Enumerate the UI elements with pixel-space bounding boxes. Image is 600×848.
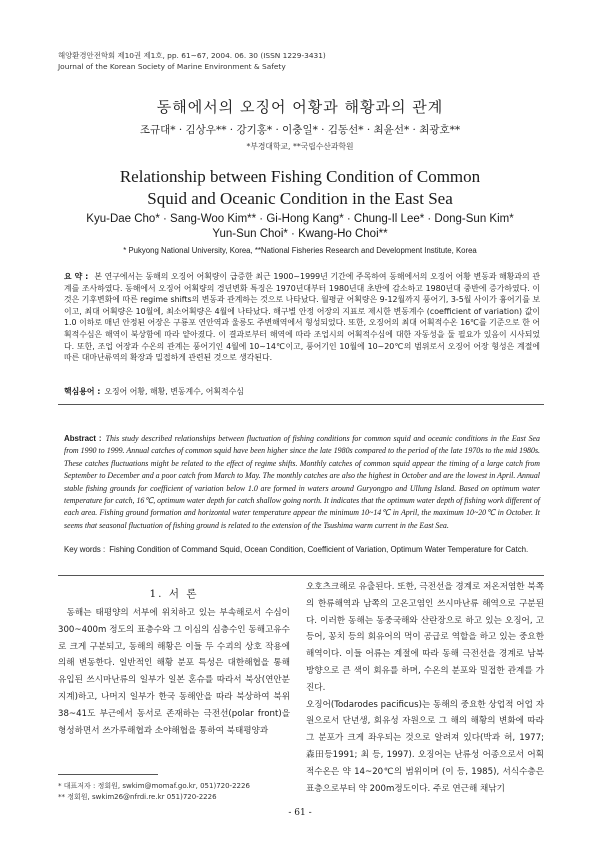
- title-korean: 동해에서의 오징어 어황과 해황과의 관계: [156, 98, 444, 116]
- authors-english-line1: Kyu-Dae Cho* · Sang-Woo Kim** · Gi-Hong Kang* · Chung-Il Lee* · Dong-Sun Kim*: [86, 213, 514, 225]
- footnote-2: ** 정회원, swkim26@nfrdi.re.kr 051)720-2226: [58, 792, 217, 801]
- journal-name: Journal of the Korean Society of Marine Environment & Safety: [58, 62, 286, 71]
- keywords-english-label: Key words :: [64, 545, 106, 554]
- abstract-korean-label: 요 약 :: [64, 272, 89, 281]
- footnote-1: * 대표저자 : 정회원, swkim@momaf.go.kr, 051)720-2226: [58, 782, 250, 790]
- body-paragraph: 오호츠크해로 유출된다. 또한, 극전선을 경계로 저온저염한 북쪽의 한류해역과 남쪽의 고온고염인 쓰시마난류 해역으로 구분된다. 이러한 동해는 동중국해와 산란장으로 하고 있는 오징어, 고등어, 꽁치 등의 회유어의 먹이 공급로 역할을 하고 있는 중요한 해역이다. 이들 어류는 계절에 따라 동해 극전선을 경계로 남북방향으로 큰 색이 회유를 하며, 수온의 분포와 밀접한 관계를 가진다. 오징어(Todarodes pacificus)는 동해의 중요한 상업적 어업 자원으로서 단년생, 회유성 자원으로 그 해의 해황의 변화에 따라 그 분포가 크게 좌우되는 것으로 알려져 있다(박과 허, 1977; 森田등1991; 최 등, 1997). 오징어는 난류성 어종으로서 어획 적수온은 약 14~20℃의 범위이며 (이 등, 1985), 서식수층은 표층으로부터 약 200m정도이다. 주로 연근해 채낚기: [306, 582, 544, 794]
- keywords-korean: [64, 386, 540, 397]
- title-english-line2: Squid and Oceanic Condition in the East Sea: [147, 189, 453, 208]
- affiliation-english: * Pukyong National University, Korea, **National Fisheries Research and Development Institute, Korea: [123, 246, 477, 255]
- body-paragraph: 동해는 태평양의 서부에 위치하고 있는 부속해로서 수심이 300~400m 정도의 표층수와 그 이심의 심층수인 동해고유수로 크게 구분되고, 동해의 해황은 이들 두 수괴의 상호 작용에 의해 변동한다. 일반적인 해황 분포 특성은 대한해협을 통해 유입된 쓰시마난류의 일부가 일본 혼슈를 따라서 북상(연안분지계)하고, 나머지 일부가 한국 동해안을 따라 북상하여 북위 38~41도 부근에서 동서로 존재하는 극전선(polar front)을 형성하면서 쓰가루해협과 소야해협을 통하여 북태평양과: [58, 608, 290, 736]
- section-heading: 1. 서 론: [149, 588, 199, 600]
- authors-korean: 조규대* · 김상우** · 강기홍* · 이충일* · 김동선* · 최윤선* · 최광호**: [139, 124, 461, 136]
- abstract-korean-text: 본 연구에서는 동해의 오징어 어획량이 급증한 최근 1900~1999년 기간에 주목하여 동해에서의 오징어 어황 변동과 해황과의 관계를 조사하였다. 동해에서 오징어 어획량의 경년변화 특징은 1970년대부터 1980년대 초반에 감소하고 1980년대 중반에 증가하였다. 이것은 기후변화에 따른 regime shifts의 변동과 관계하는 것으로 나타났다. 월평균 어획량은 9-12월까지 풍어기, 3-5월 사이가 흉어기를 보이고, 최대 어획량은 10월에, 최소어획량은 4월에 나타났다. 해구별 안정 어장의 지표로 제시한 변동계수 (coefficient of variation) 값이 1.0 이하로 매년 안정된 어장은 구룡포 연안역과 울릉도 주변해역에서 형성되었다. 또한, 오징어의 최대 어획적수온 16℃를 기준으로 한 어획적수심은 해역이 북상함에 따라 얕아졌다. 이 결과로부터 해역에 따라 조업시의 어획적수심에 대한 자동성을 둘 필요가 있음이 시사되었다. 또한, 조업 어장과 수온의 관계는 풍어기인 4월에 10~14℃이고, 풍어기인 10월에 10~20℃의 범위로서 오징어 어장 형성은 계절에 따른 대마난류역의 확장과 밀접하게 관련된 것으로 생각된다.: [64, 272, 540, 363]
- title-english-line1: Relationship between Fishing Condition of Common: [119, 167, 481, 186]
- abstract-english: [64, 433, 540, 532]
- keywords-english: [64, 544, 540, 556]
- divider: [58, 575, 544, 576]
- authors-english: [0, 212, 600, 242]
- page-number: - 61 -: [288, 808, 312, 818]
- abstract-english-text: This study described relationships between fluctuation of fishing conditions for common squid and oceanic conditions in the East Sea from 1990 to 1999. Annual catches of common squid have been higher since the late 1980s compared to the period of the late 1970s to the mid 1980s. These catches fluctuations might be related to the effect of regime shifts. Monthly catches of common squid appear the timing of a large catch from September to December and a poor catch from March to May. The monthly catches are also the highest in October and are the lowest in April. Annual stable fishing grounds for coefficient of variation below 1.0 are formed in waters around Guryongpo and Ullung Island. Based on optimum water temperature for catch, 16℃, optimum water depth for catch shallow going north. It indicates that the optimum water depth of fishing work different of each area. Fishing ground formation and horizontal water temperature appear the minimum 10~14℃ in April, the maximum 10~20℃ in October. It seems that seasonal fluctuation of fishing ground is related to the extension of the Tsushima warm current in the East Sea.: [64, 434, 540, 530]
- journal-header: [58, 50, 326, 72]
- body-column-left: [58, 605, 290, 739]
- footnotes: [58, 781, 298, 802]
- journal-citation: 해양환경안전학회 제10권 제1호, pp. 61~67, 2004. 06. 30 (ISSN 1229-3431): [58, 51, 326, 60]
- divider: [58, 404, 544, 405]
- keywords-korean-label: 핵심용어 :: [64, 387, 101, 396]
- footnote-rule: [58, 774, 158, 775]
- title-english: [0, 166, 600, 210]
- body-column-right: [306, 579, 544, 797]
- abstract-english-label: Abstract :: [64, 434, 102, 443]
- keywords-korean-text: 오징어 어황, 해황, 변동계수, 어획적수심: [104, 387, 244, 396]
- authors-english-line2: Yun-Sun Choi* · Kwang-Ho Choi**: [212, 228, 388, 240]
- keywords-english-text: Fishing Condition of Command Squid, Ocean Condition, Coefficient of Variation, Optimum Water Temperature for Catch.: [109, 545, 529, 554]
- affiliation-korean: *부경대학교, **국립수산과학원: [246, 142, 354, 151]
- abstract-korean: [64, 271, 540, 364]
